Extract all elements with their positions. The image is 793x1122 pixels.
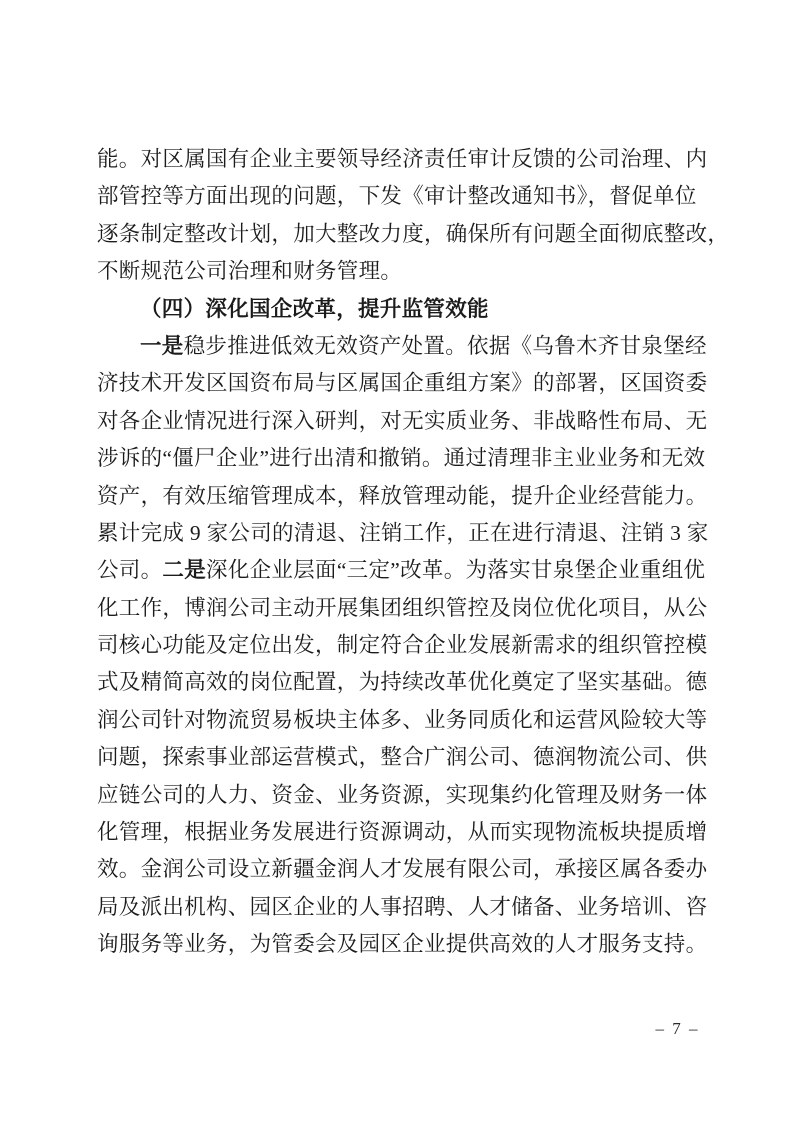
text-line bbox=[97, 702, 707, 739]
text-line bbox=[97, 440, 707, 477]
text-line bbox=[97, 590, 707, 627]
section-heading bbox=[97, 291, 707, 328]
body-text: 济技术开发区国资布局与区属国企重组方案》的部署，区国资委 bbox=[97, 371, 708, 396]
text-line bbox=[97, 403, 707, 440]
body-text: 化工作，博润公司主动开展集团组织管控及岗位优化项目，从公 bbox=[97, 595, 708, 620]
body-text: 询服务等业务，为管委会及园区企业提供高效的人才服务支持。 bbox=[97, 932, 708, 957]
body-text: 资产，有效压缩管理成本，释放管理动能，提升企业经营能力。 bbox=[97, 483, 708, 508]
text-line bbox=[97, 253, 707, 290]
body-text: 问题，探索事业部运营模式，整合广润公司、德润物流公司、供 bbox=[97, 745, 708, 770]
text-line bbox=[97, 777, 707, 814]
body-text: 应链公司的人力、资金、业务资源，实现集约化管理及财务一体 bbox=[97, 782, 708, 807]
text-line bbox=[97, 515, 707, 552]
body-text: 对各企业情况进行深入研判，对无实质业务、非战略性布局、无 bbox=[97, 408, 708, 433]
body-text: 稳步推进低效无效资产处置。依据《乌鲁木齐甘泉堡经 bbox=[183, 333, 707, 358]
body-text: 公司。 bbox=[97, 558, 163, 583]
text-line bbox=[97, 365, 707, 402]
body-text: 化管理，根据业务发展进行资源调动，从而实现物流板块提质增 bbox=[97, 820, 708, 845]
emphasis-text: 一是 bbox=[140, 333, 184, 358]
text-line bbox=[97, 926, 707, 963]
text-line bbox=[97, 178, 707, 215]
text-line bbox=[97, 889, 707, 926]
body-text: 深化企业层面“三定”改革。为落实甘泉堡企业重组优 bbox=[206, 558, 706, 583]
text-line bbox=[97, 739, 707, 776]
text-line bbox=[97, 814, 707, 851]
body-text: 能。对区属国有企业主要领导经济责任审计反馈的公司治理、内 bbox=[97, 147, 708, 171]
page-number: – 7 – bbox=[655, 1019, 700, 1038]
body-text: 逐条制定整改计划，加大整改力度，确保所有问题全面彻底整改， bbox=[97, 221, 730, 246]
text-line bbox=[97, 216, 730, 253]
text-line bbox=[97, 328, 707, 365]
document-body bbox=[97, 141, 730, 964]
body-text: 式及精简高效的岗位配置，为持续改革优化奠定了坚实基础。德 bbox=[97, 670, 708, 695]
body-text: 润公司针对物流贸易板块主体多、业务同质化和运营风险较大等 bbox=[97, 707, 708, 732]
body-text: 部管控等方面出现的问题，下发《审计整改通知书》，督促单位 bbox=[97, 184, 697, 209]
text-line bbox=[97, 664, 707, 701]
text-line bbox=[97, 478, 707, 515]
text-line bbox=[97, 552, 707, 589]
body-text: 累计完成 9 家公司的清退、注销工作，正在进行清退、注销 3 家 bbox=[97, 520, 709, 545]
body-text: 司核心功能及定位出发，制定符合企业发展新需求的组织管控模 bbox=[97, 633, 708, 658]
text-line bbox=[97, 851, 707, 888]
text-line bbox=[97, 627, 707, 664]
emphasis-text: （四）深化国企改革，提升监管效能 bbox=[140, 296, 489, 321]
text-line bbox=[97, 141, 707, 178]
body-text: 效。金润公司设立新疆金润人才发展有限公司，承接区属各委办 bbox=[97, 857, 708, 882]
emphasis-text: 二是 bbox=[162, 558, 207, 583]
body-text: 涉诉的“僵尸企业”进行出清和撤销。通过清理非主业业务和无效 bbox=[97, 446, 706, 471]
body-text: 局及派出机构、园区企业的人事招聘、人才储备、业务培训、咨 bbox=[97, 894, 708, 919]
body-text: 不断规范公司治理和财务管理。 bbox=[97, 259, 403, 284]
